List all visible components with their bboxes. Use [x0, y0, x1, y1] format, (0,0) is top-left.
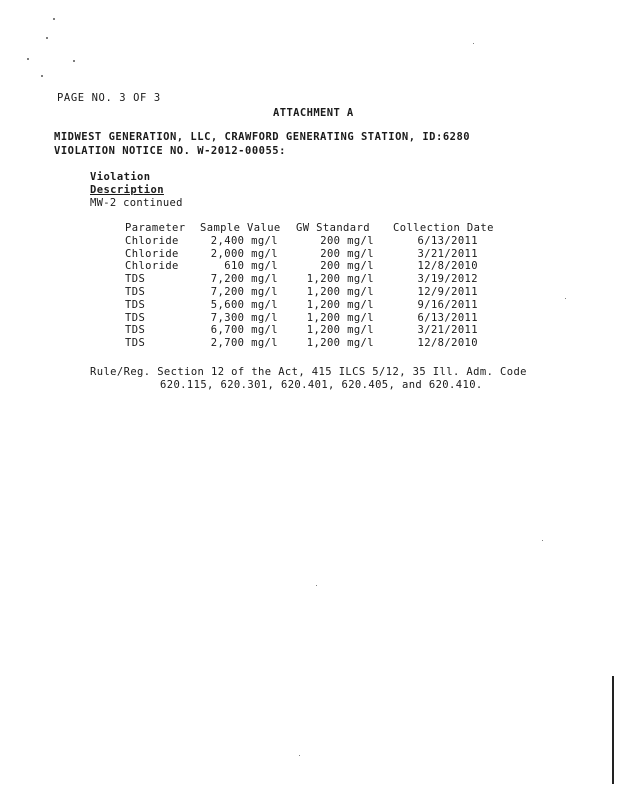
- collection-date-cell: 3/21/2011: [417, 324, 478, 337]
- rule-reg-line-1: Rule/Reg. Section 12 of the Act, 415 ILCS 5/12, 35 Ill. Adm. Code: [90, 366, 527, 378]
- table-row: [125, 299, 515, 312]
- sample-value-cell: 6,700 mg/l: [210, 324, 278, 337]
- table-row: [125, 273, 515, 286]
- gw-standard-cell: 1,200 mg/l: [306, 273, 374, 286]
- violation-notice-heading: VIOLATION NOTICE NO. W-2012-00055:: [54, 145, 286, 157]
- collection-date-cell: 3/19/2012: [417, 273, 478, 286]
- column-header-gw-standard: GW Standard: [296, 222, 370, 234]
- gw-standard-cell: 1,200 mg/l: [306, 285, 374, 298]
- collection-date-cell: 12/8/2010: [417, 337, 478, 350]
- column-header-collection-date: Collection Date: [393, 222, 494, 234]
- table-row: [125, 312, 515, 325]
- column-header-sample-value: Sample Value: [200, 222, 281, 234]
- parameter-cell: Chloride: [125, 247, 179, 260]
- parameter-cell: TDS: [125, 273, 146, 286]
- collection-date-cell: 3/21/2011: [417, 247, 478, 260]
- scan-speck: [299, 755, 300, 756]
- table-row: [125, 248, 515, 261]
- scan-speck: [73, 60, 75, 62]
- gw-standard-cell: 1,200 mg/l: [306, 311, 374, 324]
- table-header-row: [125, 222, 515, 235]
- scan-speck: [316, 585, 317, 586]
- scan-speck: [473, 43, 474, 44]
- collection-date-cell: 6/13/2011: [417, 234, 478, 247]
- continued-note: MW-2 continued: [90, 197, 183, 209]
- gw-standard-cell: 1,200 mg/l: [306, 324, 374, 337]
- sample-value-cell: 7,300 mg/l: [210, 311, 278, 324]
- parameter-cell: TDS: [125, 298, 146, 311]
- scan-speck: [53, 18, 55, 20]
- sample-value-cell: 610 mg/l: [224, 260, 278, 273]
- attachment-title: ATTACHMENT A: [273, 107, 354, 119]
- table-row: [125, 337, 515, 350]
- gw-standard-cell: 1,200 mg/l: [306, 337, 374, 350]
- scan-speck: [46, 37, 48, 39]
- scan-edge-mark: [612, 676, 614, 784]
- sample-results-table: [125, 222, 515, 350]
- parameter-cell: Chloride: [125, 234, 179, 247]
- table-row: [125, 260, 515, 273]
- description-label: Description: [90, 184, 164, 196]
- page-number: PAGE NO. 3 OF 3: [57, 92, 161, 104]
- column-header-parameter: Parameter: [125, 222, 186, 234]
- gw-standard-cell: 200 mg/l: [320, 260, 374, 273]
- gw-standard-cell: 200 mg/l: [320, 247, 374, 260]
- table-row: [125, 235, 515, 248]
- sample-value-cell: 2,400 mg/l: [210, 234, 278, 247]
- parameter-cell: TDS: [125, 337, 146, 350]
- scan-speck: [41, 75, 43, 77]
- violation-label: Violation: [90, 171, 151, 183]
- parameter-cell: Chloride: [125, 260, 179, 273]
- sample-value-cell: 7,200 mg/l: [210, 273, 278, 286]
- parameter-cell: TDS: [125, 285, 146, 298]
- sample-value-cell: 2,700 mg/l: [210, 337, 278, 350]
- parameter-cell: TDS: [125, 324, 146, 337]
- table-row: [125, 286, 515, 299]
- collection-date-cell: 9/16/2011: [417, 298, 478, 311]
- collection-date-cell: 12/8/2010: [417, 260, 478, 273]
- gw-standard-cell: 200 mg/l: [320, 234, 374, 247]
- table-body: [125, 235, 515, 350]
- scan-speck: [542, 540, 543, 541]
- collection-date-cell: 6/13/2011: [417, 311, 478, 324]
- sample-value-cell: 7,200 mg/l: [210, 285, 278, 298]
- scan-speck: [565, 298, 566, 299]
- facility-heading: MIDWEST GENERATION, LLC, CRAWFORD GENERATING STATION, ID:6280: [54, 131, 471, 143]
- parameter-cell: TDS: [125, 311, 146, 324]
- collection-date-cell: 12/9/2011: [417, 285, 478, 298]
- table-row: [125, 324, 515, 337]
- gw-standard-cell: 1,200 mg/l: [306, 298, 374, 311]
- sample-value-cell: 2,000 mg/l: [210, 247, 278, 260]
- sample-value-cell: 5,600 mg/l: [210, 298, 278, 311]
- rule-reg-line-2: 620.115, 620.301, 620.401, 620.405, and 620.410.: [160, 379, 483, 391]
- scan-speck: [27, 58, 29, 60]
